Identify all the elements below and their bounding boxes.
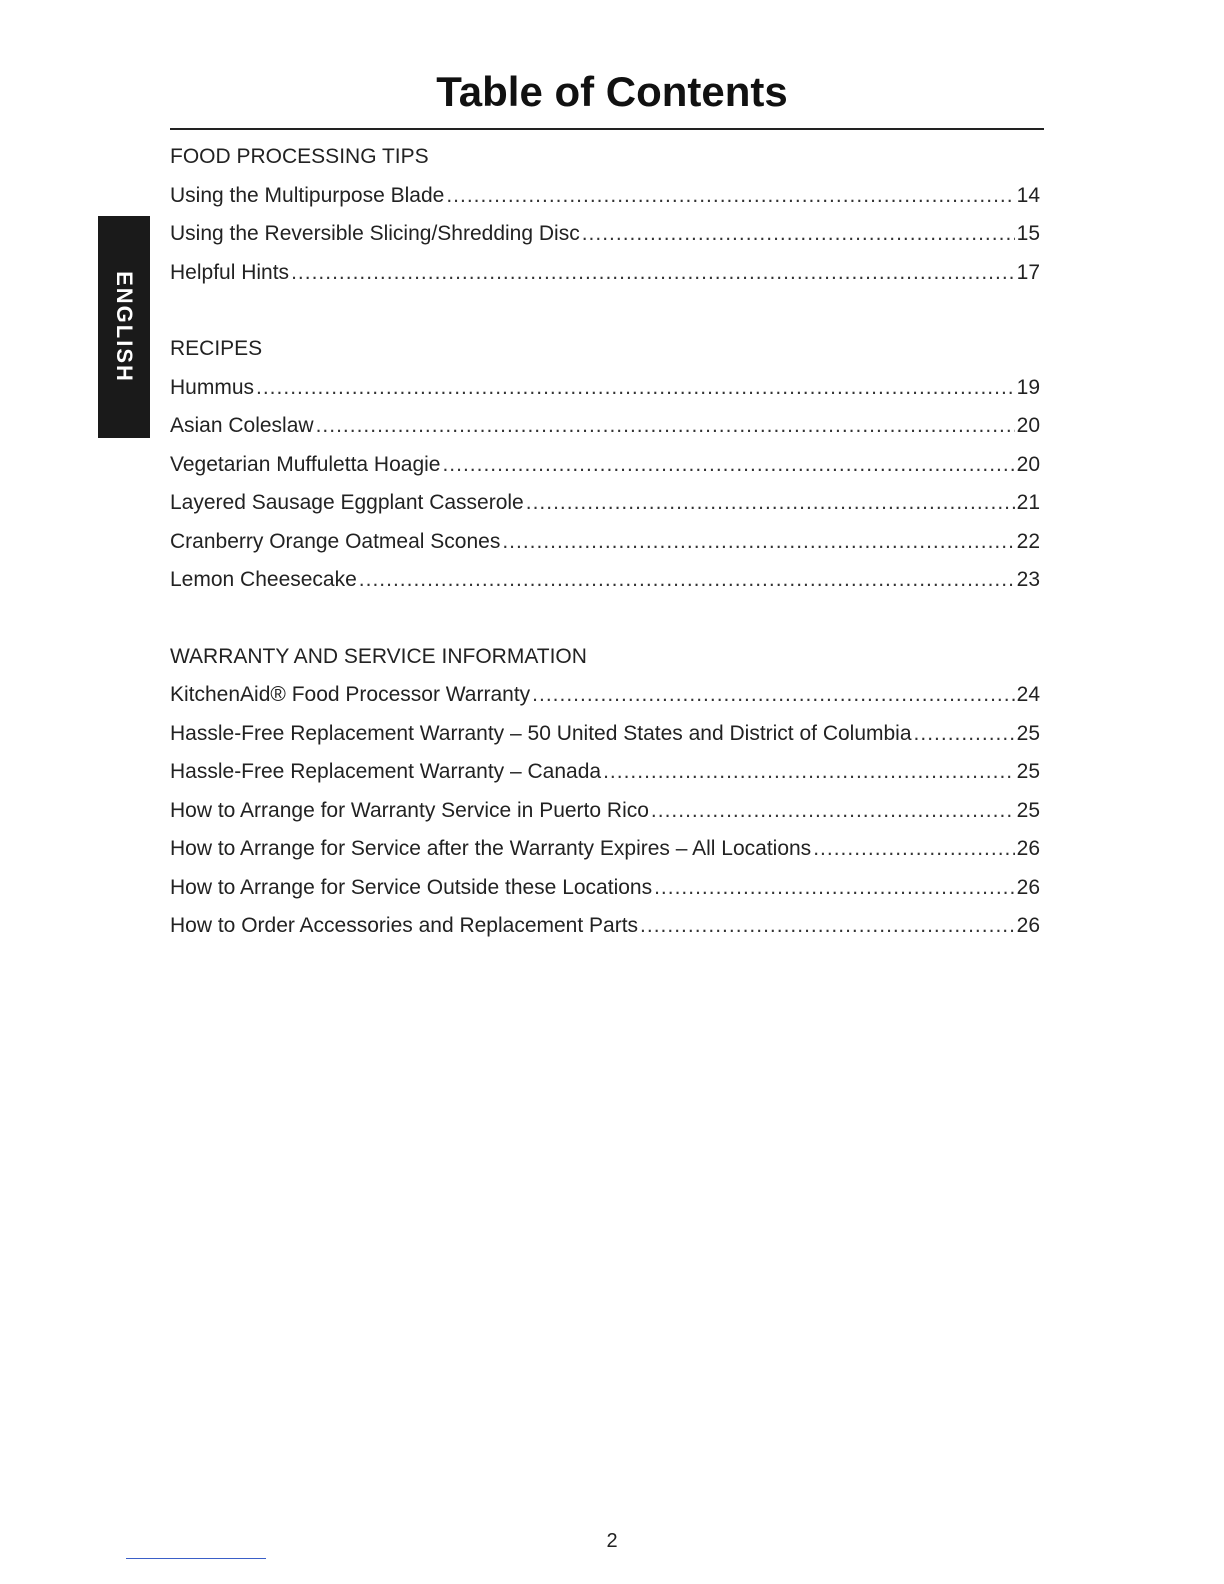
dot-leader	[603, 753, 1015, 792]
toc-entry-label: Lemon Cheesecake	[170, 568, 357, 591]
toc-entry-page: 25	[1016, 798, 1040, 822]
toc-entry-page: 24	[1016, 683, 1040, 706]
toc-entry-label: Asian Coleslaw	[170, 414, 314, 437]
toc-entry-page: 14	[1016, 183, 1040, 207]
toc-entry[interactable]	[170, 177, 1040, 216]
toc-entry-page: 26	[1016, 875, 1040, 899]
section-heading: WARRANTY AND SERVICE INFORMATION	[170, 644, 587, 668]
page-title: Table of Contents	[436, 68, 788, 115]
dot-leader	[582, 215, 1015, 254]
toc-entry[interactable]	[170, 830, 1040, 869]
toc-entry[interactable]	[170, 907, 1040, 946]
toc-entry-label: Helpful Hints	[170, 260, 290, 284]
toc-section-warranty	[170, 638, 1040, 946]
toc-entry-label: Hassle-Free Replacement Warranty – Canada	[170, 760, 602, 783]
toc-entry-page: 17	[1016, 260, 1040, 284]
toc-entry-page: 23	[1016, 568, 1040, 591]
dot-leader	[442, 446, 1014, 485]
toc-entry-page: 20	[1016, 414, 1040, 437]
dot-leader	[654, 869, 1015, 908]
dot-leader	[640, 907, 1015, 946]
toc-section-recipes	[170, 330, 1040, 600]
toc-entry[interactable]	[170, 561, 1040, 600]
toc-entry[interactable]	[170, 407, 1040, 446]
toc-entry[interactable]	[170, 215, 1040, 254]
title-divider	[170, 128, 1044, 130]
toc-entry-label: How to Arrange for Warranty Service in Puerto Rico	[170, 798, 649, 822]
toc-entry-page: 26	[1016, 914, 1040, 937]
toc-entry[interactable]	[170, 869, 1040, 908]
dot-leader	[526, 484, 1015, 523]
toc-entry-label: Hummus	[170, 375, 255, 399]
toc-entry[interactable]	[170, 369, 1040, 408]
toc-entry-label: How to Arrange for Service after the Warranty Expires – All Locations	[170, 837, 812, 860]
toc-section-food-processing-tips	[170, 138, 1040, 292]
toc-entry-label: KitchenAid® Food Processor Warranty	[170, 683, 531, 706]
toc-entry-label: How to Order Accessories and Replacement Parts	[170, 914, 639, 937]
toc-entry-page: 20	[1016, 452, 1040, 476]
table-of-contents	[170, 138, 1040, 984]
toc-entry-page: 26	[1016, 837, 1040, 860]
dot-leader	[316, 407, 1015, 446]
toc-entry-page: 25	[1016, 760, 1040, 783]
toc-entry-label: Vegetarian Muffuletta Hoagie	[170, 452, 441, 476]
language-tab	[98, 216, 150, 438]
dot-leader	[256, 369, 1015, 408]
toc-entry-label: Using the Multipurpose Blade	[170, 183, 445, 207]
toc-entry[interactable]	[170, 792, 1040, 831]
toc-entry-page: 21	[1016, 491, 1040, 514]
toc-entry[interactable]	[170, 715, 1040, 754]
toc-entry[interactable]	[170, 254, 1040, 293]
toc-entry[interactable]	[170, 523, 1040, 562]
section-heading: FOOD PROCESSING TIPS	[170, 145, 429, 168]
dot-leader	[914, 715, 1015, 754]
dot-leader	[532, 676, 1014, 715]
toc-entry-page: 15	[1016, 222, 1040, 245]
toc-entry[interactable]	[170, 753, 1040, 792]
toc-entry-label: Cranberry Orange Oatmeal Scones	[170, 529, 501, 553]
toc-entry-label: Using the Reversible Slicing/Shredding Disc	[170, 222, 580, 245]
toc-entry-page: 19	[1016, 375, 1040, 399]
page-number: 2	[606, 1530, 618, 1552]
toc-entry-page: 25	[1016, 721, 1040, 745]
language-tab-label: ENGLISH	[112, 271, 137, 383]
toc-entry[interactable]	[170, 676, 1040, 715]
section-heading: RECIPES	[170, 337, 263, 360]
dot-leader	[291, 254, 1015, 293]
toc-entry[interactable]	[170, 446, 1040, 485]
toc-entry-label: Layered Sausage Eggplant Casserole	[170, 491, 524, 514]
dot-leader	[813, 830, 1014, 869]
dot-leader	[651, 792, 1015, 831]
toc-entry-label: How to Arrange for Service Outside these Locations	[170, 875, 653, 899]
dot-leader	[446, 177, 1014, 216]
footer-link-underline[interactable]	[126, 1558, 266, 1559]
dot-leader	[502, 523, 1014, 562]
toc-entry-label: Hassle-Free Replacement Warranty – 50 United States and District of Columbia	[170, 721, 912, 745]
toc-entry-page: 22	[1016, 529, 1040, 553]
toc-entry[interactable]	[170, 484, 1040, 523]
dot-leader	[359, 561, 1015, 600]
